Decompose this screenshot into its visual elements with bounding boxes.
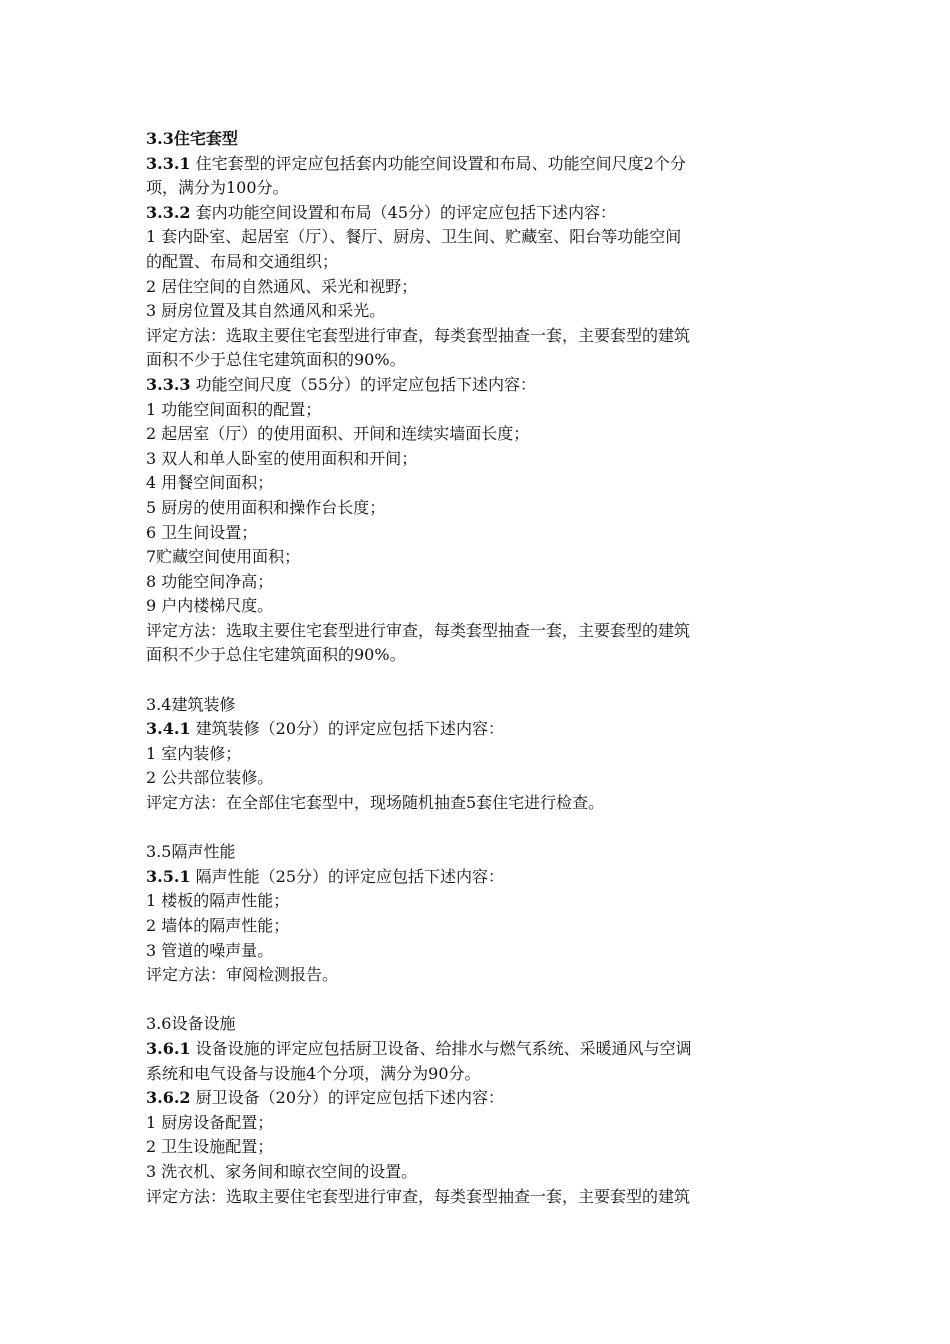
evaluation-method: 评定方法：选取主要住宅套型进行审查，每类套型抽查一套，主要套型的建筑	[146, 325, 691, 345]
clause-text: 功能空间尺度（55分）的评定应包括下述内容：	[190, 374, 536, 394]
list-item: 3 管道的噪声量。	[146, 940, 274, 960]
clause-text: 厨卫设备（20分）的评定应包括下述内容：	[190, 1088, 504, 1108]
clause-3-6-1-cont: 系统和电气设备与设施4个分项，满分为90分。	[146, 1063, 481, 1083]
clause-3-3-1-cont: 项，满分为100分。	[146, 178, 289, 198]
section-heading-3-5: 3.5隔声性能	[146, 842, 236, 862]
evaluation-method: 评定方法：选取主要住宅套型进行审查，每类套型抽查一套，主要套型的建筑	[146, 620, 691, 640]
clause-text: 建筑装修（20分）的评定应包括下述内容：	[190, 719, 504, 739]
evaluation-method: 评定方法：在全部住宅套型中，现场随机抽查5套住宅进行检查。	[146, 793, 605, 813]
spacer	[146, 668, 811, 693]
evaluation-method-cont: 面积不少于总住宅建筑面积的90%。	[146, 350, 406, 370]
list-item: 1 厨房设备配置；	[146, 1112, 274, 1132]
list-item: 4 用餐空间面积；	[146, 473, 274, 493]
list-item: 2 居住空间的自然通风、采光和视野；	[146, 276, 418, 296]
clause-number: 3.6.1	[146, 1038, 191, 1058]
list-item: 1 套内卧室、起居室（厅）、餐厅、厨房、卫生间、贮藏室、阳台等功能空间	[146, 227, 682, 247]
clause-text: 设备设施的评定应包括厨卫设备、给排水与燃气系统、采暖通风与空调	[190, 1038, 692, 1058]
clause-number: 3.3.3	[146, 374, 191, 394]
list-item: 3 双人和单人卧室的使用面积和开间；	[146, 448, 418, 468]
list-item: 8 功能空间净高；	[146, 571, 274, 591]
clause-number: 3.4.1	[146, 719, 191, 739]
clause-number: 3.3.1	[146, 153, 191, 173]
list-item: 9 户内楼梯尺度。	[146, 596, 274, 616]
clause-3-4-1	[146, 717, 811, 742]
evaluation-method: 评定方法：审阅检测报告。	[146, 965, 339, 985]
list-item: 6 卫生间设置；	[146, 522, 258, 542]
list-item: 3 厨房位置及其自然通风和采光。	[146, 301, 386, 321]
list-item: 2 卫生设施配置；	[146, 1137, 274, 1157]
clause-3-6-1	[146, 1037, 811, 1062]
spacer	[146, 816, 811, 841]
list-item: 2 墙体的隔声性能；	[146, 916, 290, 935]
clause-3-5-1	[146, 865, 811, 890]
list-item: 1 功能空间面积的配置；	[146, 399, 322, 419]
clause-text: 隔声性能（25分）的评定应包括下述内容：	[190, 866, 504, 886]
list-item-cont: 的配置、布局和交通组织；	[146, 251, 339, 271]
list-item: 1 室内装修；	[146, 743, 242, 763]
clause-3-3-3	[146, 373, 811, 398]
clause-text: 住宅套型的评定应包括套内功能空间设置和布局、功能空间尺度2个分	[190, 153, 686, 173]
list-item: 5 厨房的使用面积和操作台长度；	[146, 497, 386, 517]
clause-number: 3.6.2	[146, 1088, 191, 1108]
evaluation-method: 评定方法：选取主要住宅套型进行审查，每类套型抽查一套，主要套型的建筑	[146, 1186, 691, 1206]
clause-number: 3.3.2	[146, 202, 191, 222]
clause-text: 套内功能空间设置和布局（45分）的评定应包括下述内容：	[190, 202, 616, 222]
list-item: 7贮藏空间使用面积；	[146, 547, 301, 567]
list-item: 2 公共部位装修。	[146, 768, 274, 788]
evaluation-method-cont: 面积不少于总住宅建筑面积的90%。	[146, 645, 406, 665]
list-item: 2 起居室（厅）的使用面积、开间和连续实墙面长度；	[146, 424, 530, 444]
list-item: 1 楼板的隔声性能；	[146, 891, 290, 911]
clause-3-3-2	[146, 201, 811, 226]
section-heading-3-4: 3.4建筑装修	[146, 694, 236, 714]
list-item: 3 洗衣机、家务间和晾衣空间的设置。	[146, 1161, 418, 1181]
clause-3-6-2	[146, 1086, 811, 1111]
clause-number: 3.5.1	[146, 866, 191, 886]
clause-3-3-1	[146, 152, 811, 177]
section-heading-3-3: 3.3住宅套型	[146, 129, 238, 148]
spacer	[146, 988, 811, 1013]
section-heading-3-6: 3.6设备设施	[146, 1014, 236, 1034]
document-page	[146, 127, 811, 1209]
